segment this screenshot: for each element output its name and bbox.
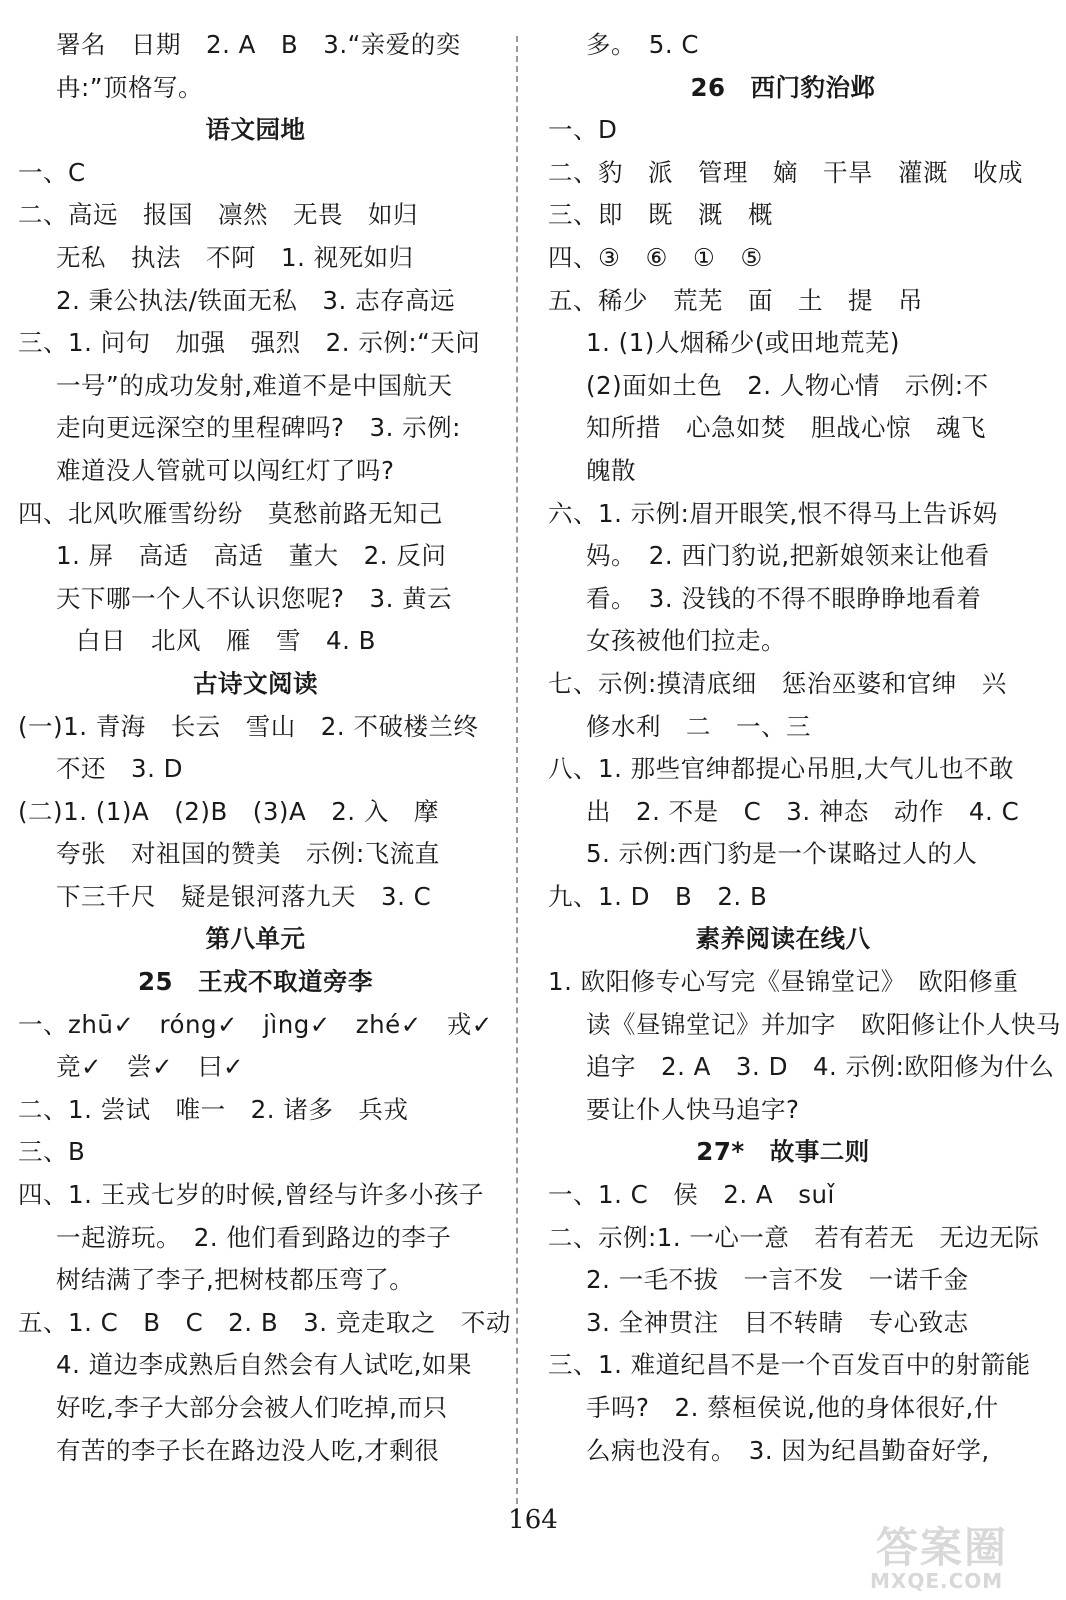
answer-line: 五、1. C B C 2. B 3. 竞走取之 不动 xyxy=(18,1307,511,1337)
answer-line: 六、1. 示例:眉开眼笑,恨不得马上告诉妈 xyxy=(548,498,998,528)
answer-line: 三、即 既 溉 概 xyxy=(548,200,773,230)
answer-line: 要让仆人快马追字? xyxy=(586,1094,800,1124)
right-column xyxy=(548,24,1061,1472)
answer-line: 难道没人管就可以闯红灯了吗? xyxy=(56,455,395,485)
answer-line: 走向更远深空的里程碑吗? 3. 示例: xyxy=(56,413,461,443)
answer-line: 一号”的成功发射,难道不是中国航天 xyxy=(56,370,453,400)
answer-line: 3. 全神贯注 目不转睛 专心致志 xyxy=(586,1307,969,1337)
watermark-url: MXQE.COM xyxy=(870,1569,1004,1593)
answer-line: 修水利 二 一、三 xyxy=(586,711,811,741)
answer-line: 女孩被他们拉走。 xyxy=(586,626,786,656)
answer-line: 五、稀少 荒芜 面 土 提 吊 xyxy=(548,285,923,315)
answer-line: 九、1. D B 2. B xyxy=(548,881,768,911)
answer-line: 四、1. 王戎七岁的时候,曾经与许多小孩子 xyxy=(18,1180,484,1210)
answer-line: 三、1. 难道纪昌不是一个百发百中的射箭能 xyxy=(548,1350,1031,1380)
answer-line: 4. 道边李成熟后自然会有人试吃,如果 xyxy=(56,1350,472,1380)
section-heading: 26 西门豹治邺 xyxy=(690,72,876,102)
answer-line: 冉:”顶格写。 xyxy=(56,72,203,102)
answer-line: 下三千尺 疑是银河落九天 3. C xyxy=(56,881,432,911)
answer-line: 白日 北风 雁 雪 4. B xyxy=(76,626,376,656)
answer-line: 七、示例:摸清底细 惩治巫婆和官绅 兴 xyxy=(548,668,1007,698)
answer-line: 一、D xyxy=(548,115,618,145)
answer-line: 知所措 心急如焚 胆战心惊 魂飞 xyxy=(586,413,986,443)
watermark-logo xyxy=(870,1515,1055,1593)
answer-line: (一)1. 青海 长云 雪山 2. 不破楼兰终 xyxy=(18,711,479,741)
answer-line: 魄散 xyxy=(586,455,636,485)
page-number: 164 xyxy=(508,1505,558,1535)
answer-line: 三、B xyxy=(18,1137,86,1167)
answer-line: 四、北风吹雁雪纷纷 莫愁前路无知己 xyxy=(18,498,443,528)
answer-line: 2. 一毛不拔 一言不发 一诺千金 xyxy=(586,1265,969,1295)
answer-line: 一、C xyxy=(18,157,86,187)
left-column xyxy=(18,24,511,1472)
answer-line: 5. 示例:西门豹是一个谋略过人的人 xyxy=(586,839,978,869)
answer-line: 追字 2. A 3. D 4. 示例:欧阳修为什么 xyxy=(586,1052,1055,1082)
section-heading: 语文园地 xyxy=(205,115,306,145)
answer-line: 三、1. 问句 加强 强烈 2. 示例:“天问 xyxy=(18,328,481,358)
answer-line: 一起游玩。 2. 他们看到路边的李子 xyxy=(56,1222,452,1252)
answer-line: 八、1. 那些官绅都提心吊胆,大气儿也不敢 xyxy=(548,754,1014,784)
answer-line: (2)面如土色 2. 人物心情 示例:不 xyxy=(586,370,989,400)
answer-line: 一、zhū✓ róng✓ jìng✓ zhé✓ 戎✓ xyxy=(18,1009,493,1039)
answer-line: 二、1. 尝试 唯一 2. 诸多 兵戎 xyxy=(18,1094,409,1124)
section-heading: 素养阅读在线八 xyxy=(695,924,871,954)
answer-line: 2. 秉公执法/铁面无私 3. 志存高远 xyxy=(56,285,456,315)
answer-line: 四、③ ⑥ ① ⑤ xyxy=(548,242,763,272)
answer-line: 多。 5. C xyxy=(586,30,700,59)
column-divider xyxy=(516,36,518,1514)
answer-line: 妈。 2. 西门豹说,把新娘领来让他看 xyxy=(586,541,990,571)
section-heading: 27* 故事二则 xyxy=(696,1137,870,1167)
answer-line: 1. 屏 高适 高适 董大 2. 反问 xyxy=(56,541,447,571)
answer-line: 二、豹 派 管理 嫡 干旱 灌溉 收成 xyxy=(548,157,1023,187)
answer-line: 有苦的李子长在路边没人吃,才剩很 xyxy=(56,1435,440,1465)
answer-line: 1. 欧阳修专心写完《昼锦堂记》 欧阳修重 xyxy=(548,967,1019,997)
answer-line: 夸张 对祖国的赞美 示例:飞流直 xyxy=(56,839,440,869)
answer-line: 手吗? 2. 蔡桓侯说,他的身体很好,什 xyxy=(586,1393,999,1422)
section-heading: 古诗文阅读 xyxy=(193,668,318,698)
answer-line: 么病也没有。 3. 因为纪昌勤奋好学, xyxy=(586,1435,990,1465)
answer-line: 不还 3. D xyxy=(56,754,184,784)
answer-line: 一、1. C 侯 2. A suǐ xyxy=(548,1180,835,1210)
answer-line: (二)1. (1)A (2)B (3)A 2. 入 摩 xyxy=(18,796,439,826)
answer-line: 读《昼锦堂记》并加字 欧阳修让仆人快马 xyxy=(586,1009,1061,1039)
answer-line: 署名 日期 2. A B 3.“亲爱的奕 xyxy=(56,30,461,59)
answer-line: 1. (1)人烟稀少(或田地荒芜) xyxy=(586,328,900,358)
answer-line: 树结满了李子,把树枝都压弯了。 xyxy=(56,1265,415,1295)
answer-line: 二、高远 报国 凛然 无畏 如归 xyxy=(18,200,418,230)
answer-line: 天下哪一个人不认识您呢? 3. 黄云 xyxy=(56,583,453,613)
section-heading: 25 王戎不取道旁李 xyxy=(137,967,374,997)
answer-line: 好吃,李子大部分会被人们吃掉,而只 xyxy=(56,1393,448,1422)
answer-line: 无私 执法 不阿 1. 视死如归 xyxy=(56,242,414,272)
answer-line: 看。 3. 没钱的不得不眼睁睁地看着 xyxy=(586,583,982,613)
answer-line: 二、示例:1. 一心一意 若有若无 无边无际 xyxy=(548,1222,1040,1252)
section-heading: 第八单元 xyxy=(205,924,306,954)
watermark-logo-text: 答案圈 xyxy=(876,1523,1009,1572)
answer-line: 出 2. 不是 C 3. 神态 动作 4. C xyxy=(586,796,1020,826)
answer-line: 竞✓ 尝✓ 曰✓ xyxy=(56,1052,245,1082)
